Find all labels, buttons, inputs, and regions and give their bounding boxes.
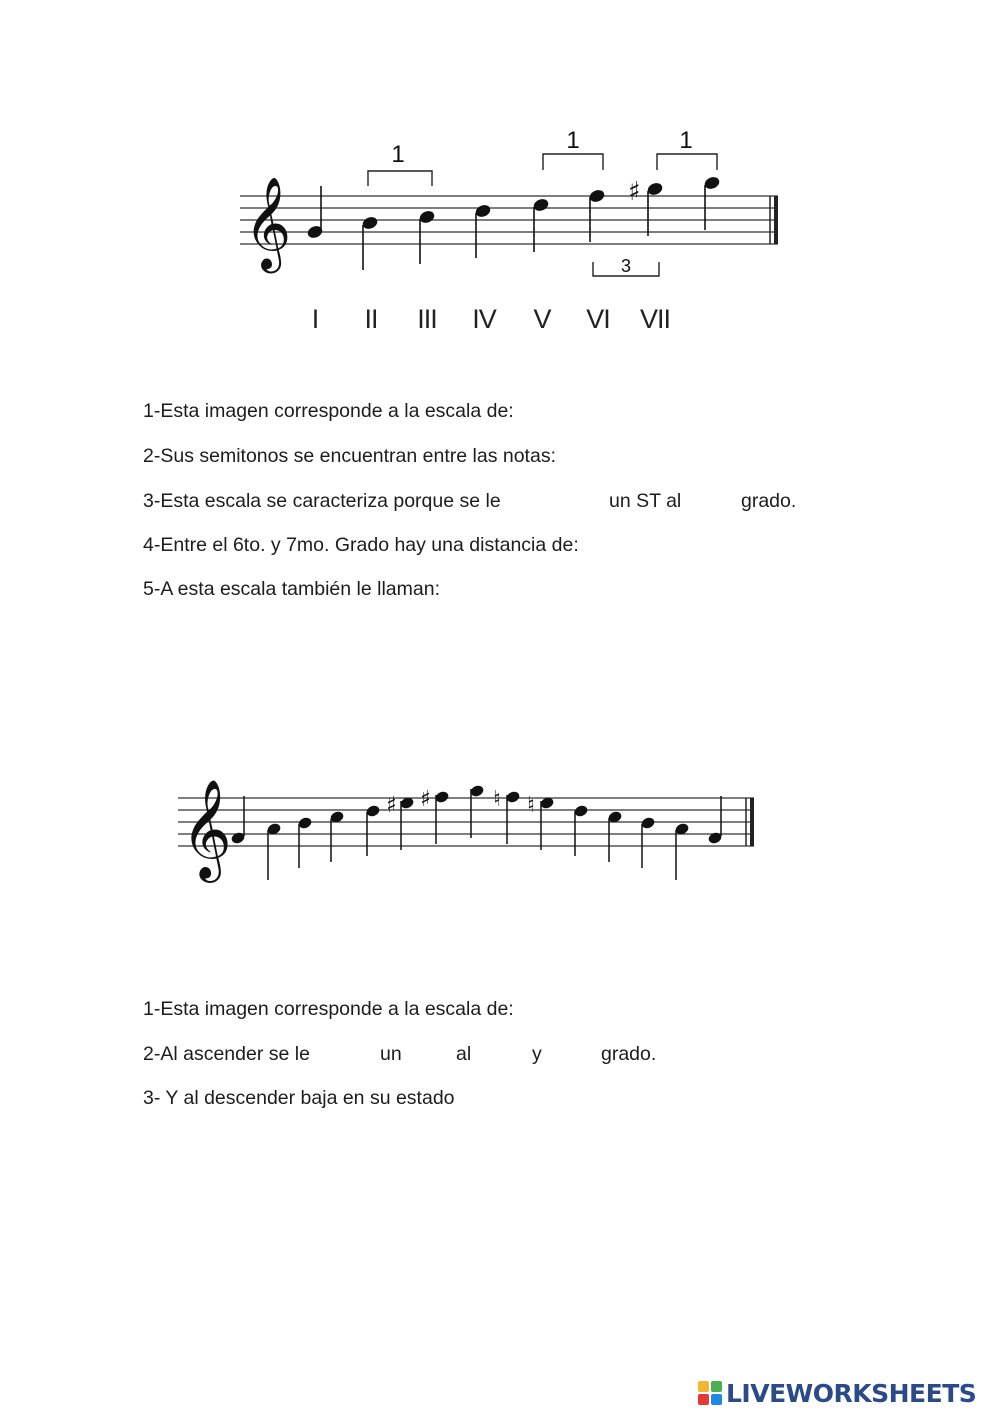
- sharp-icon: ♯: [628, 177, 641, 207]
- question-2-2-part-c: al: [456, 1043, 472, 1065]
- degree-3: III: [417, 304, 437, 334]
- question-2-2-part-b: un: [380, 1043, 402, 1065]
- question-2-2-part-d: y: [532, 1043, 542, 1065]
- bracket-label-2: 1: [566, 127, 580, 154]
- tuplet-label: 3: [620, 256, 632, 276]
- question-1-3-part-b: un ST al: [609, 490, 682, 512]
- degree-1: I: [311, 304, 319, 334]
- degree-6: VI: [586, 304, 610, 334]
- question-1-4: 4-Entre el 6to. y 7mo. Grado hay una distancia de:: [143, 534, 579, 556]
- liveworksheets-logo-icon: [698, 1381, 722, 1405]
- degree-7: VII: [639, 304, 671, 334]
- question-1-5: 5-A esta escala también le llaman:: [143, 578, 440, 600]
- liveworksheets-logo: [698, 1376, 976, 1410]
- natural-icon: ♮: [527, 793, 535, 818]
- bracket-label-3: 1: [679, 127, 693, 154]
- question-2-1: 1-Esta imagen corresponde a la escala de:: [143, 998, 514, 1020]
- question-1-3: [143, 490, 843, 516]
- degree-2: II: [364, 304, 378, 334]
- treble-clef-icon: 𝄞: [244, 176, 292, 269]
- question-2-2-part-a: 2-Al ascender se le: [143, 1043, 310, 1065]
- logo-text: LIVEWORKSHEETS: [726, 1378, 977, 1408]
- treble-clef-icon: 𝄞: [181, 779, 232, 879]
- scale-degrees: [0, 304, 1000, 348]
- question-1-1: 1-Esta imagen corresponde a la escala de:: [143, 400, 514, 422]
- question-1-3-part-a: 3-Esta escala se caracteriza porque se le: [143, 490, 501, 512]
- music-staff-melodic: [0, 740, 1000, 900]
- question-1-2: 2-Sus semitonos se encuentran entre las notas:: [143, 445, 556, 467]
- degree-4: IV: [472, 304, 496, 334]
- bracket-label-1: 1: [391, 141, 405, 168]
- staff-lines: [178, 798, 754, 846]
- sharp-icon: ♯: [420, 787, 431, 812]
- degree-5: V: [533, 304, 551, 334]
- question-2-2: [143, 1043, 703, 1069]
- question-2-3: 3- Y al descender baja en su estado: [143, 1087, 455, 1109]
- question-2-2-part-e: grado.: [601, 1043, 657, 1065]
- music-staff-harmonic: [0, 0, 1000, 300]
- sharp-icon: ♯: [386, 793, 397, 818]
- question-1-3-part-c: grado.: [741, 490, 797, 512]
- natural-icon: ♮: [493, 787, 501, 812]
